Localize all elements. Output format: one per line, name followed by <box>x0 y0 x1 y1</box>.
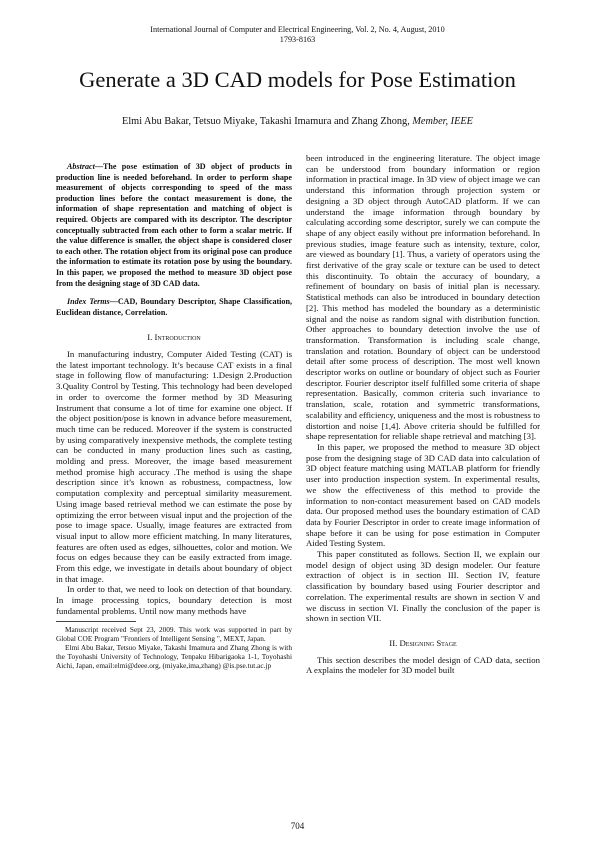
footnote <box>56 625 292 670</box>
journal-header: International Journal of Computer and Electrical Engineering, Vol. 2, No. 4, August, 2010 <box>150 25 445 34</box>
paper-title: Generate a 3D CAD models for Pose Estimation <box>79 67 516 92</box>
design-paragraph-1: This section describes the model design of CAD data, section A explains the modeler for 3D model built <box>306 654 540 676</box>
page-number: 704 <box>290 821 305 831</box>
intro-paragraph-2: In order to that, we need to look on detection of that boundary. In image processing topics, boundary detection is most fundamental problems. Until now many methods have <box>56 584 292 616</box>
footnote-affiliation: Elmi Abu Bakar, Tetsuo Miyake, Takashi Imamura and Zhang Zhong is with the Toyohashi University of Technology, Tenpaku Hibarigaoka 1-1, Toyohashi Aichi, Japan, email:elmi@deee.org, (miyake,ima,zhang) @is.pse.tut.ac.jp <box>56 642 292 670</box>
right-column <box>306 153 540 676</box>
author-line <box>0 115 595 128</box>
abstract-label: Abstract <box>67 162 95 171</box>
section-heading-designing-stage: II. Designing Stage <box>389 637 457 648</box>
author-membership: Member, IEEE <box>412 116 473 127</box>
index-terms-text: —CAD, Boundary Descriptor, Shape Classification, Euclidean distance, Correlation. <box>56 297 293 317</box>
section-heading-introduction: I. Introduction <box>147 332 201 343</box>
left-column <box>56 153 292 670</box>
intro-paragraph-4: This paper constituted as follows. Section II, we explain our model design of object using 3D design modeler. Our feature extraction of object is in section III. Section IV, feature classification by boundary based using Fourier descriptor and correlation. The experimental results are shown in section V and we discuss in section VI. Finally the conclusion of the paper is shown in section VII. <box>306 549 540 624</box>
author-names: Elmi Abu Bakar, Tetsuo Miyake, Takashi Imamura and Zhang Zhong, <box>122 116 410 127</box>
intro-paragraph-2-continued: been introduced in the engineering literature. The object image can be understood from boundary information or region information in practical image. In 3D view of object image we can understand this information through projection system or designing a 3D object through AutoCAD platform. If we can understand the image information through boundary by calculating according some descriptor, surely we can compute the shape of any object easily without pre information beforehand. In previous studies, image feature such as intensity, texture, color, are viewed as boundary [1]. Thus, a variety of operators using the first derivative of the gray scale or texture can be used to detect this discontinuity. To obtain the accuracy of boundary, a refinement of boundary on basis of initial plan is necessary. Statistical methods can also be introduced in boundary detection [2]. This method has modeled the boundary as a deterministic signal and the noise as random signal with distribution function. Other approaches to boundary detection involve the use of transformation. Transformation is including scale change, translation and rotation. Boundary of object can be understood detail after some process of description. The most well known descriptor works on outline or boundary of object such as Fourier descriptor. Fourier descriptor itself fulfilled some criteria of shape representation. Basically, common criteria such invariance to translation, scale, rotation and symmetric transformations, scalability and efficiency, uniqueness and the most is robustness to distortion and noise [1,4]. Above criteria should be fulfilled for shape representation for reliable shape retrieval and matching [3]. <box>306 153 540 442</box>
intro-paragraph-3: In this paper, we proposed the method to measure 3D object pose from the designing stage of 3D CAD data into calculation of 3D object feature matching using MATLAB platform for friendly user into production inspection system. In experimental results, we show the effectiveness of this method to provide the information to non-contact measurement based on CAD models data. Our proposed method uses the boundary estimation of CAD data by Fourier Descriptor in order to create image information of shape before it can be using for pose estimation in Computer Aided Testing System. <box>306 441 540 549</box>
footnote-rule <box>56 621 136 622</box>
intro-paragraph-1: In manufacturing industry, Computer Aided Testing (CAT) is the latest important technology. It’s because CAT exists in a final stage in following flow of manufacturing: 1.Design 2.Production 3.Quality Control by Testing. This technology had been developed in order to overcome the former method by 3D Measuring Instrument that consume a lot of time for examine one object. If the object position/pose is known in advance before measurement, much time can be reduced. Moreover if the system is constructed by using comparatively inexpensive methods, the complete testing can be conducted in many production lines such as casting, molding and press. Moreover, the image based measurement method promise high accuracy .The method is using the shape description since it’s known as robustness, compactness, low computation complexity and perceptual similarity measurement. Using image based retrieval method we can estimate the pose by optimizing the error between visual input and the projection of the pose to image space. Usually, image features are extracted from visual input to allow more efficient matching. In many literatures, features are often used as edges, silhouettes, color and motion. We focus on edges because they can be easily extracted from image. From this edge, we investigate in details about boundary of object in that image. <box>56 349 292 584</box>
abstract-text: —The pose estimation of 3D object of products in production line is needed beforehand. In order to perform shape measurement of objects corresponding to speed of the mass production lines before the contact measurement is done, the information of shape representation and matching of object is required. Objects are compared with its descriptor. The descriptor conceptually subtracted from each other to form a scalar metric. If the value difference is smaller, the object shape is considered closer to each other. The rotation object from its original pose can produce the information to estimate its rotation pose by using the boundary. In this paper, we proposed the method to measure 3D object pose from the designing stage of 3D CAD data. <box>56 162 292 288</box>
index-terms-label: Index Terms <box>67 297 110 307</box>
abstract <box>56 162 292 289</box>
footnote-received: Manuscript received Sept 23, 2009. This work was supported in part by Global COE Program "Frontiers of Intelligent Sensing ", MEXT, Japan. <box>56 624 292 643</box>
issn: 1793-8163 <box>279 35 316 44</box>
index-terms <box>56 297 292 318</box>
